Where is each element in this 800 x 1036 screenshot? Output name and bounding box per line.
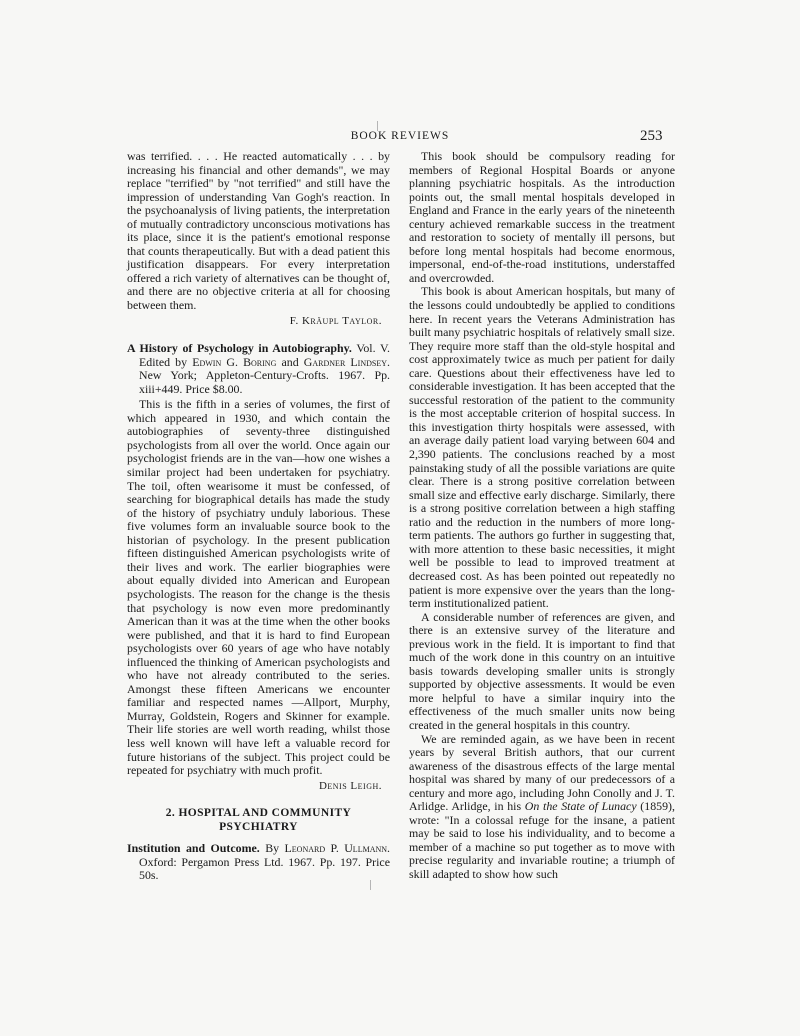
- by-text: By: [265, 841, 280, 856]
- cited-book-title: On the State of Lunacy: [524, 799, 637, 814]
- review-paragraph: This book is about American hospitals, but many of the lessons could undoubtedly be applied to conditions here. In recent years the Veterans Administration has built many psychiatric hospitals of relatively small size. They require more staff than the old-style hospital and cost approximately twice as much per patient for daily care. Questions about their effectiveness have led to considerable investigation. It has been accepted that the successful restoration of the patient to the community is the most acceptable criterion of hospital success. In this investigation thirty hospitals were assessed, with an average daily patient load varying between 604 and 2,390 patients. The conclusions reached by a most painstaking study of all the possible variations are quite clear. There is a strong positive correlation between small size and effective early discharge. Similarly, there is a strong positive correlation between a high staffing ratio and the reduction in the numbers of more long-term patients. The authors go further in suggesting that, with more attention to these basic necessities, it might well be possible to lead to improved treatment at decreased cost. As has been pointed out repeatedly no patient is more expensive over the years than the long-term institutionalized patient.: [409, 284, 675, 611]
- publication-details: New York; Appleton-Century-Crofts. 1967. Pp. xiii+449. Price $8.00.: [139, 368, 390, 396]
- review-paragraph: This is the fifth in a series of volumes, the first of which appeared in 1930, and which contain the autobiographies of seventy-three distinguished psychologists from all over the world. Once again our psychologist friends are in the van—how one wishes a similar project had been undertaken for psychiatry. The toil, often wearisome it must be confessed, of searching for biographical details has made the study of the history of psychiatry unduly laborious. These five volumes form an invaluable source book to the historian of psychology. In the present publication fifteen distinguished American psychologists write of their lives and work. The earlier biographies were about equally divided into American and European psychologists. The reason for the change is the thesis that psychology is now even more predominantly American than it was at the time when the other books were published, and that it is hard to find European psychologists over 60 years of age who have notably influenced the thinking of American psychologists and who have not already contributed to the series. Amongst these fifteen Americans we encounter familiar and respected names —Allport, Murphy, Murray, Goldstein, Rogers and Skinner for example. Their life stories are well worth reading, whilst those less well known will have left a valuable record for future historians of the subject. This project could be repeated for psychiatry with much profit.: [127, 397, 390, 778]
- running-title: BOOK REVIEWS: [350, 130, 450, 142]
- review-paragraph: A considerable number of references are given, and there is an extensive survey of the literature and previous work in the field. It is important to find that much of the work done in this country on an intuitive basis towards developing smaller units is strongly supported by objective assessments. It would be even more helpful to have a similar inquiry into the effectiveness of the much smaller units now being created in the general hospitals in this country.: [409, 609, 675, 732]
- signature-taylor: F. Kräupl Taylor.: [289, 314, 382, 327]
- book-title: Institution and Outcome.: [127, 841, 260, 856]
- review-paragraph: We are reminded again, as we have been in recent years by several British authors, that our current awareness of the disastrous effects of the large mental hospital was shared by many of our predecessors of a century and more ago, including John Conolly and J. T. Arlidge. Arlidge, in his On the State of Lunacy (1859), wrote: "In a colossal refuge for the insane, a patient may be said to lose his individuality, and to become a member of a machine so put together as to move with precise regularity and invariable routine; a triumph of skill adapted to show how such: [409, 731, 675, 881]
- volume-text: Vol. V. Edited by: [139, 341, 391, 369]
- editor-name: Gardner Lindsey.: [303, 354, 390, 369]
- section-heading: 2. HOSPITAL AND COMMUNITY PSYCHIATRY: [165, 807, 352, 833]
- review-paragraph: This book should be compulsory reading for members of Regional Hospital Boards or anyone planning psychiatric hospitals. As the introduction points out, the small mental hospitals developed in England and France in the early years of the nineteenth century achieved remarkable success in the treatment and restoration to society of mentally ill persons, but before long mental hospitals had become enormous, impersonal, end-of-the-road institutions, understaffed and overcrowded.: [409, 149, 675, 285]
- review-heading-institution-and-outcome: [127, 842, 390, 883]
- author-name: Leonard P. Ullmann.: [284, 841, 391, 856]
- left-column: [127, 150, 390, 885]
- page-number: 253: [640, 128, 663, 144]
- continuation-paragraph: was terrified. . . . He reacted automatically . . . by increasing his financial and other demands", we may replace "terrified" by "not terrified" and still have the impression of understanding Van Gogh's reaction. In the psychoanalysis of living patients, the interpretation of mutually contradictory unconscious motivations has its place, since it is the patient's emotional response that counts therapeutically. But with a dead patient this justification disappears. For every interpretation offered a rich variety of alternatives can be thought of, and there are no objective criteria at all for choosing between them.: [127, 149, 390, 313]
- publication-details: Oxford: Pergamon Press Ltd. 1967. Pp. 197. Price 50s.: [139, 854, 390, 883]
- review-heading-history-of-psychology: [127, 342, 390, 396]
- editor-name: Edwin G. Boring: [192, 354, 277, 369]
- and-text: and: [281, 354, 299, 369]
- book-title: A History of Psychology in Autobiography.: [127, 341, 352, 356]
- signature-leigh: Denis Leigh.: [318, 779, 382, 792]
- right-column: [409, 150, 675, 882]
